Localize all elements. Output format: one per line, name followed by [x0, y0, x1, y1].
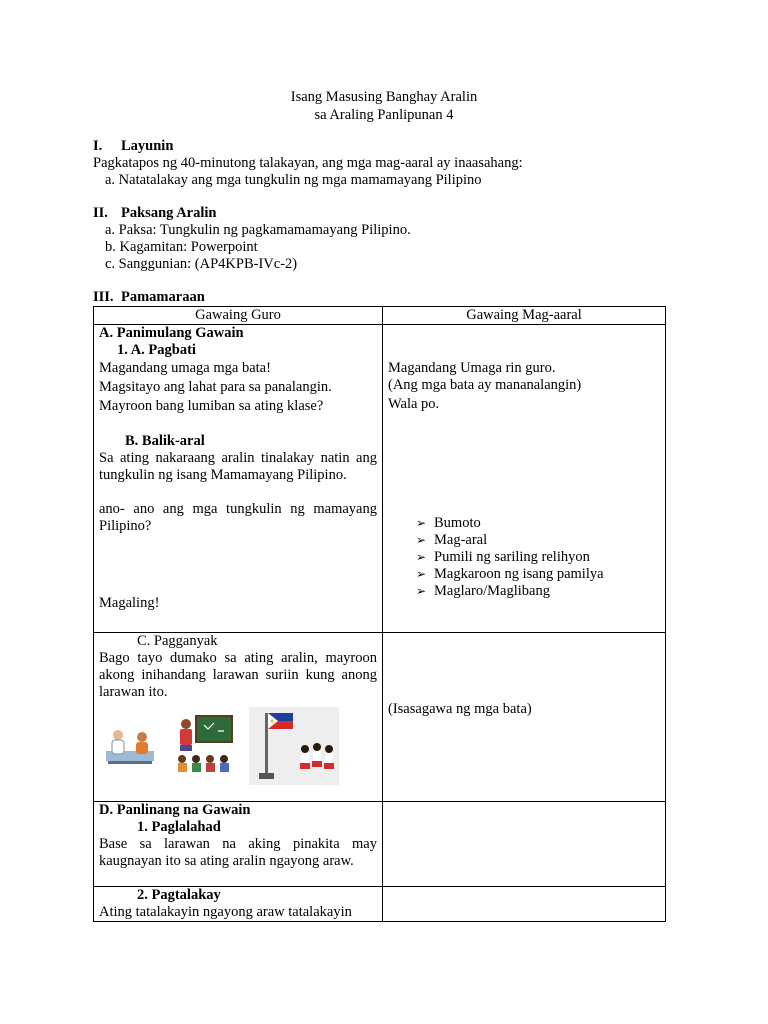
aaral-prayer: (Ang mga bata ay mananalangin)	[388, 377, 582, 393]
pagtalakay-text: Ating tatalakayin ngayong araw tatalakayin	[99, 904, 352, 920]
pagbati-heading: 1. A. Pagbati	[117, 342, 196, 358]
guro-cell-panlinang	[94, 802, 383, 887]
list-item	[416, 566, 660, 583]
table-row-panimulang	[94, 325, 666, 633]
balik-aral-text: Sa ating nakaraang aralin tinalakay natin ang tungkulin ng isang Mamamayang Pilipino.	[99, 450, 377, 483]
table-header-row	[94, 307, 666, 325]
title-line-2: sa Araling Panlipunan 4	[314, 107, 454, 123]
table-row-pagganyak	[94, 633, 666, 802]
guro-cell-pagganyak	[94, 633, 383, 802]
title-line-1: Isang Masusing Banghay Aralin	[290, 89, 478, 105]
list-item	[416, 583, 660, 600]
section-title: Pamamaraan	[121, 289, 205, 305]
guro-prayer: Magsitayo ang lahat para sa panalangin.	[99, 379, 332, 395]
section-number: I.	[93, 138, 103, 154]
pagganyak-response: (Isasagawa ng mga bata)	[388, 701, 532, 717]
aaral-attendance: Wala po.	[388, 396, 440, 412]
list-item	[416, 549, 660, 566]
guro-attendance: Mayroon bang lumiban sa ating klase?	[99, 398, 324, 414]
aaral-cell-pagtalakay	[383, 887, 666, 922]
panimulang-heading: A. Panimulang Gawain	[99, 325, 244, 341]
pagtalakay-heading: 2. Pagtalakay	[137, 887, 221, 903]
classroom-picture	[174, 715, 234, 773]
list-item	[416, 515, 660, 532]
arrow-bullet-icon: ➢	[416, 584, 427, 598]
praise-text: Magaling!	[99, 595, 160, 611]
arrow-bullet-icon: ➢	[416, 533, 427, 547]
procedure-table	[93, 306, 666, 922]
paglalahad-heading: 1. Paglalahad	[137, 819, 221, 835]
answer-text: Bumoto	[434, 515, 481, 531]
aaral-greeting: Magandang Umaga rin guro.	[388, 360, 556, 376]
answers-list	[388, 515, 660, 600]
section-number: III.	[93, 289, 114, 305]
section-number: II.	[93, 205, 108, 221]
answer-text: Magkaroon ng isang pamilya	[434, 566, 604, 582]
answer-text: Pumili ng sariling relihyon	[434, 549, 590, 565]
table-row-pagtalakay	[94, 887, 666, 922]
section-title: Paksang Aralin	[121, 205, 217, 221]
answer-text: Mag-aral	[434, 532, 488, 548]
section-paksang-aralin-heading	[93, 205, 216, 222]
pictures-row	[99, 715, 377, 799]
balik-aral-heading: B. Balik-aral	[125, 433, 205, 449]
balik-aral-question: ano- ano ang mga tungkulin ng mamayang Pilipino?	[99, 501, 377, 534]
doctor-picture	[104, 725, 156, 765]
guro-cell-panimulang	[94, 325, 383, 633]
layunin-item: a. Natatalakay ang mga tungkulin ng mga mamamayang Pilipino	[105, 172, 482, 188]
arrow-bullet-icon: ➢	[416, 516, 427, 530]
paksa-item: a. Paksa: Tungkulin ng pagkamamamayang Pilipino.	[105, 222, 411, 238]
flag-ceremony-picture	[249, 707, 339, 785]
arrow-bullet-icon: ➢	[416, 567, 427, 581]
aaral-cell-pagganyak	[383, 633, 666, 802]
sanggunian-item: c. Sanggunian: (AP4KPB-IVc-2)	[105, 256, 298, 272]
column-header-guro: Gawaing Guro	[94, 307, 383, 325]
pagganyak-heading: C. Pagganyak	[137, 633, 218, 649]
guro-cell-pagtalakay	[94, 887, 383, 922]
document-title	[0, 88, 768, 124]
kagamitan-item: b. Kagamitan: Powerpoint	[105, 239, 258, 255]
column-header-aaral: Gawaing Mag-aaral	[383, 307, 666, 325]
section-pamamaraan-heading	[93, 289, 205, 306]
paglalahad-text: Base sa larawan na aking pinakita may kaugnayan ito sa ating aralin ngayong araw.	[99, 836, 377, 869]
layunin-intro: Pagkatapos ng 40-minutong talakayan, ang mga mag-aaral ay inaasahang:	[93, 155, 523, 171]
aaral-cell-panimulang	[383, 325, 666, 633]
section-title: Layunin	[121, 138, 174, 154]
section-layunin-heading	[93, 138, 173, 155]
panlinang-heading: D. Panlinang na Gawain	[99, 802, 251, 818]
pagganyak-text: Bago tayo dumako sa ating aralin, mayroon akong inihandang larawan suriin kung anong larawan ito.	[99, 650, 377, 700]
list-item	[416, 532, 660, 549]
arrow-bullet-icon: ➢	[416, 550, 427, 564]
answer-text: Maglaro/Maglibang	[434, 583, 550, 599]
guro-greeting: Magandang umaga mga bata!	[99, 360, 271, 376]
table-row-panlinang	[94, 802, 666, 887]
aaral-cell-panlinang	[383, 802, 666, 887]
